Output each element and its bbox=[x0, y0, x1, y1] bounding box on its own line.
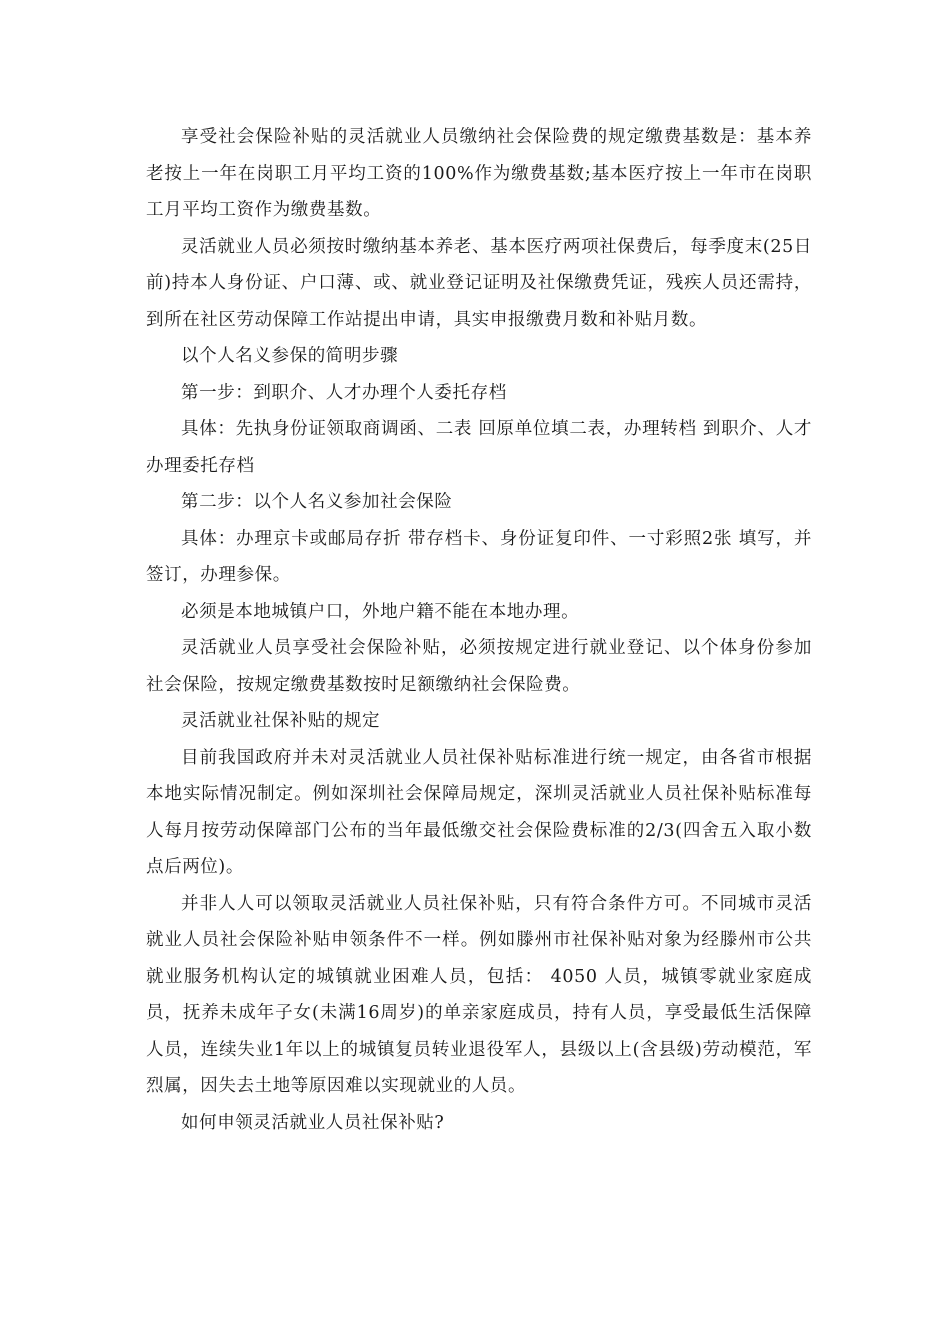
paragraph-subsidy-standards: 目前我国政府并未对灵活就业人员社保补贴标准进行统一规定，由各省市根据本地实际情况制定。例如深圳社会保障局规定，深圳灵活就业人员社保补贴标准每人每月按劳动保障部门公布的当年最低缴交社会保险费标准的2/3(四舍五入取小数点后两位)。 bbox=[146, 747, 812, 877]
paragraph-step-two: 第二步：以个人名义参加社会保险 bbox=[181, 492, 453, 512]
paragraph-step-one: 第一步：到职介、人才办理个人委托存档 bbox=[181, 382, 507, 403]
paragraph-subsidy-requirements: 灵活就业人员享受社会保险补贴，必须按规定进行就业登记、以个体身份参加社会保险，按规定缴费基数按时足额缴纳社会保险费。 bbox=[146, 638, 812, 695]
paragraph-application-procedure: 灵活就业人员必须按时缴纳基本养老、基本医疗两项社保费后，每季度末(25日前)持本人身份证、户口薄、或、就业登记证明及社保缴费凭证，残疾人员还需持，到所在社区劳动保障工作站提出申请，具实申报缴费月数和补贴月数。 bbox=[146, 236, 812, 330]
paragraph-local-residency: 必须是本地城镇户口，外地户籍不能在本地办理。 bbox=[181, 601, 580, 622]
paragraph-contribution-base: 享受社会保险补贴的灵活就业人员缴纳社会保险费的规定缴费基数是：基本养老按上一年在岗职工月平均工资的100%作为缴费基数;基本医疗按上一年市在岗职工月平均工资作为缴费基数。 bbox=[146, 127, 812, 220]
heading-personal-insurance-steps: 以个人名义参保的简明步骤 bbox=[181, 346, 399, 366]
paragraph-step-one-details: 具体：先执身份证领取商调函、二表 回原单位填二表，办理转档 到职介、人才办理委托存档 bbox=[146, 419, 812, 476]
paragraph-eligibility-conditions: 并非人人可以领取灵活就业人员社保补贴，只有符合条件方可。不同城市灵活就业人员社会保险补贴申领条件不一样。例如滕州市社保补贴对象为经滕州市公共就业服务机构认定的城镇就业困难人员，包括： 4050 人员，城镇零就业家庭成员，抚养未成年子女(未满16周岁)的单亲家庭成员，持有人员，享受最低生活保障人员，连续失业1年以上的城镇复员转业退役军人，县级以上(含县级)劳动模范，军烈属，因失去土地等原因难以实现就业的人员。 bbox=[146, 893, 812, 1096]
heading-how-to-apply: 如何申领灵活就业人员社保补贴? bbox=[181, 1112, 445, 1133]
document-body bbox=[146, 119, 812, 1141]
heading-subsidy-rules: 灵活就业社保补贴的规定 bbox=[181, 711, 381, 731]
paragraph-step-two-details: 具体：办理京卡或邮局存折 带存档卡、身份证复印件、一寸彩照2张 填写，并签订，办理参保。 bbox=[146, 528, 812, 585]
